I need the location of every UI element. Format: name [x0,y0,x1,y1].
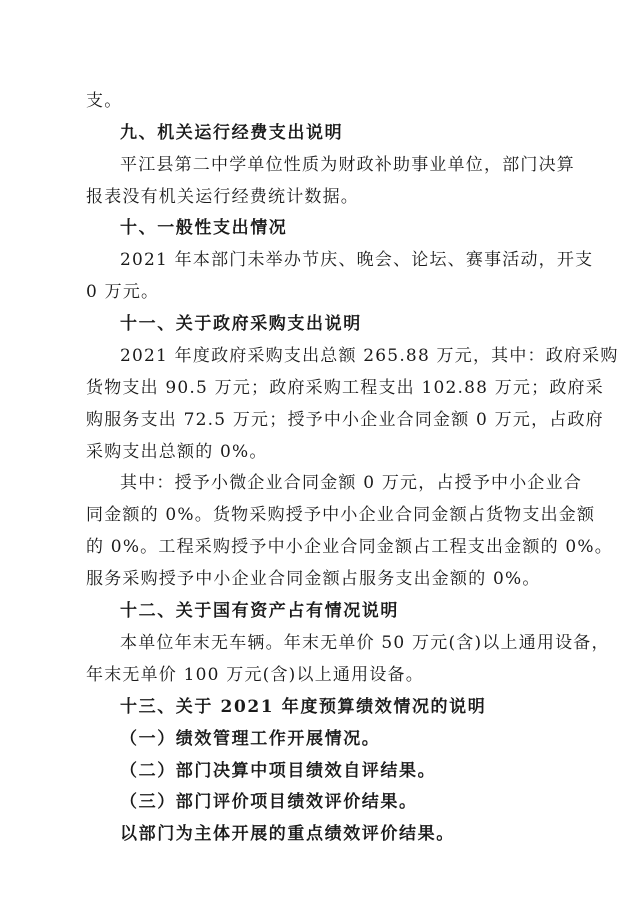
heading-section-10: 十、一般性支出情况 [120,218,288,238]
subheading-item-2: （二）部门决算中项目绩效自评结果。 [120,761,437,781]
paragraph-line: 同金额的 0%。货物采购授予中小企业合同金额占货物支出金额 [86,505,596,525]
paragraph-line: 货物支出 90.5 万元；政府采购工程支出 102.88 万元；政府采 [86,378,604,398]
paragraph-line: 其中：授予小微企业合同金额 0 万元，占授予中小企业合 [120,473,583,493]
paragraph-line: 2021 年度政府采购支出总额 265.88 万元，其中：政府采购 [120,346,619,366]
subheading-item-1: （一）绩效管理工作开展情况。 [120,729,381,749]
heading-section-12: 十二、关于国有资产占有情况说明 [120,601,399,621]
subheading-key-evaluation: 以部门为主体开展的重点绩效评价结果。 [120,824,455,844]
paragraph-line: 报表没有机关运行经费统计数据。 [86,187,359,207]
paragraph-line: 采购支出总额的 0%。 [86,442,268,462]
paragraph-line: 0 万元。 [86,282,160,302]
text-line-continuation: 支。 [86,91,123,111]
paragraph-line: 服务采购授予中小企业合同金额占服务支出金额的 0%。 [86,569,541,589]
heading-section-9: 九、机关运行经费支出说明 [120,123,344,143]
subheading-item-3: （三）部门评价项目绩效评价结果。 [120,792,418,812]
paragraph-line: 购服务支出 72.5 万元；授予中小企业合同金额 0 万元，占政府 [86,410,604,430]
paragraph-line: 本单位年末无车辆。年末无单价 50 万元(含)以上通用设备， [120,633,610,653]
paragraph-line: 平江县第二中学单位性质为财政补助事业单位，部门决算 [120,155,575,175]
paragraph-line: 2021 年本部门未举办节庆、晚会、论坛、赛事活动，开支 [120,250,594,270]
paragraph-line: 年末无单价 100 万元(含)以上通用设备。 [86,665,424,685]
heading-section-11: 十一、关于政府采购支出说明 [120,314,362,334]
heading-section-13: 十三、关于 2021 年度预算绩效情况的说明 [120,697,487,717]
paragraph-line: 的 0%。工程采购授予中小企业合同金额占工程支出金额的 0%。 [86,537,613,557]
